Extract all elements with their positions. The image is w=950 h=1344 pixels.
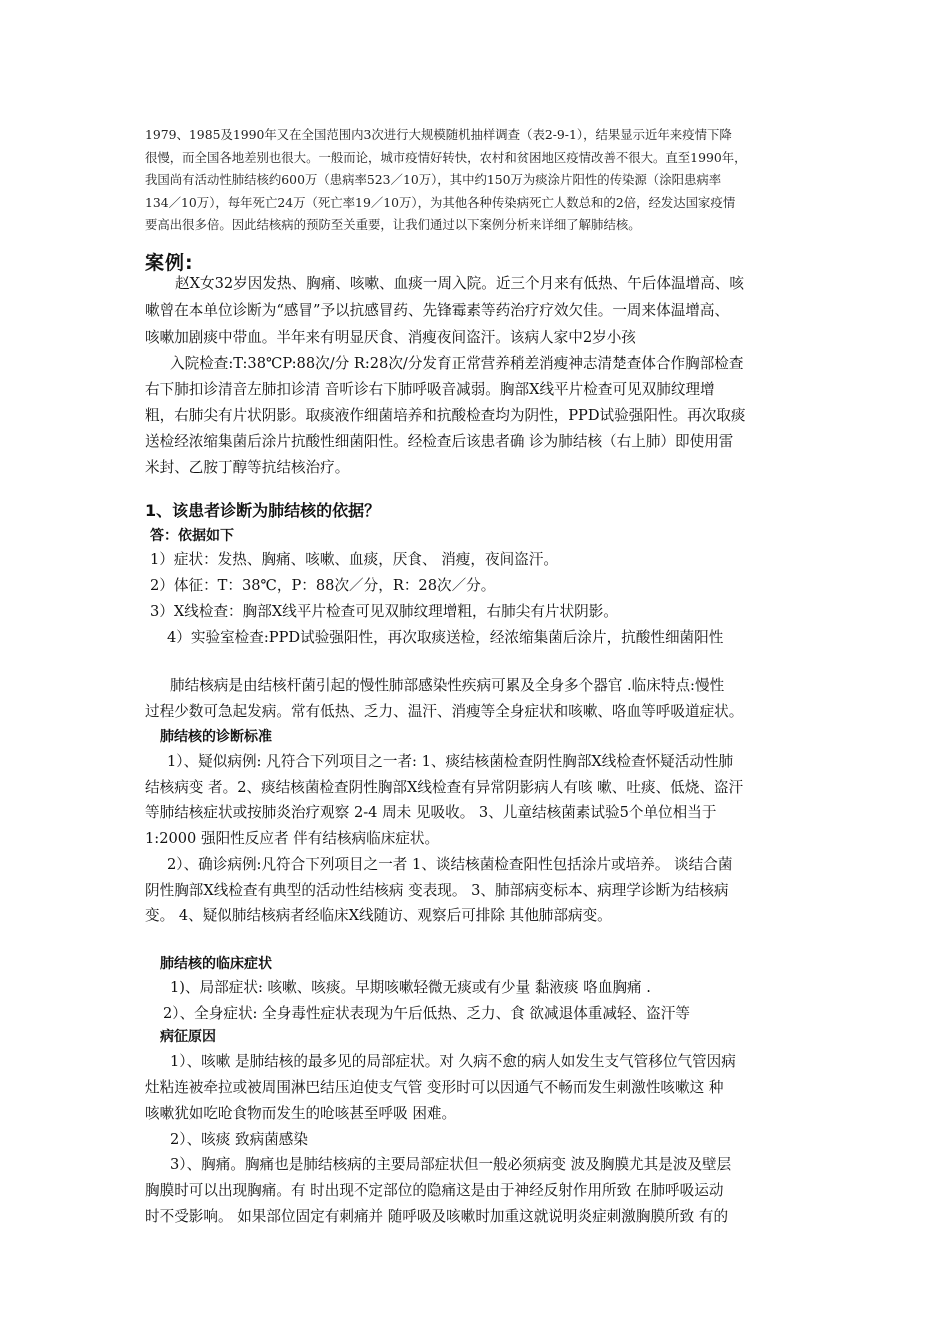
text-line: 过程少数可急起发病。常有低热、乏力、温汗、消瘦等全身症状和咳嗽、咯血等呼吸道症状。	[145, 703, 744, 720]
text-line: 肺结核病是由结核杆菌引起的慢性肺部感染性疾病可累及全身多个器官 .临床特点:慢性	[170, 677, 725, 694]
text-line: 嗽曾在本单位诊断为“感冒”予以抗感冒药、先锋霉素等药治疗疗效欠佳。一周来体温增高、	[145, 302, 730, 319]
text-line: 米封、乙胺丁醇等抗结核治疗。	[145, 459, 350, 476]
intro-line: 1979、1985及1990年又在全国范围内3次进行大规模随机抽样调查（表2-9-1），结果显示近年来疫情下降	[145, 127, 732, 142]
intro-line: 我国尚有活动性肺结核约600万（患病率523／10万），其中约150万为痰涂片阳性的传染源（涂阳患病率	[145, 172, 722, 188]
text-line: 1）、疑似病例: 凡符合下列项目之一者: 1、痰结核菌检查阴性胸部X线检查怀疑活动性肺	[167, 753, 734, 770]
list-item: 2）体征：T：38℃，P：88次／分，R：28次／分。	[150, 577, 496, 594]
text-line: 2）、咳痰 致病菌感染	[170, 1131, 308, 1148]
text-line: 2）、全身症状: 全身毒性症状表现为午后低热、乏力、食 欲减退体重减轻、盗汗等	[163, 1005, 690, 1022]
intro-line: 很慢，而全国各地差别也很大。一般而论，城市疫情好转快，农村和贫困地区疫情改善不很大。直至1990年，	[145, 149, 747, 165]
section-heading: 肺结核的诊断标准	[160, 729, 272, 745]
text-line: 结核病变 者。2、痰结核菌检查阴性胸部X线检查有异常阴影病人有咳 嗽、吐痰、低烧、盗汗	[145, 779, 744, 796]
text-line: 赵X女32岁因发热、胸痛、咳嗽、血痰一周入院。近三个月来有低热、午后体温增高、咳	[175, 275, 744, 292]
section-heading: 肺结核的临床症状	[160, 956, 272, 972]
text-line: 阴性胸部X线检查有典型的活动性结核病 变表现。 3、肺部病变标本、病理学诊断为结核病	[145, 882, 729, 899]
list-item: 4）实验室检查:PPD试验强阳性，再次取痰送检，经浓缩集菌后涂片，抗酸性细菌阳性	[167, 629, 724, 646]
case-heading: 案例:	[145, 252, 194, 274]
section-heading: 病征原因	[160, 1029, 216, 1045]
text-line: 咳嗽犹如吃呛食物而发生的呛咳甚至呼吸 困难。	[145, 1105, 457, 1122]
text-line: 入院检查:T:38℃P:88次/分 R:28次/分发育正常营养稍差消瘦神志清楚查体合作胸部检查	[170, 355, 744, 372]
text-line: 灶粘连被牵拉或被周围淋巴结压迫使支气管 变形时可以因通气不畅而发生刺激性咳嗽这 种	[145, 1079, 724, 1096]
text-line: 3）、胸痛。胸痛也是肺结核病的主要局部症状但一般必须病变 波及胸膜尤其是波及壁层	[170, 1156, 732, 1173]
question-heading: 1、该患者诊断为肺结核的依据？	[145, 501, 381, 520]
text-line: 送检经浓缩集菌后涂片抗酸性细菌阳性。经检查后该患者确 诊为肺结核（右上肺）即使用雷	[145, 433, 734, 450]
text-line: 粗，右肺尖有片状阴影。取痰液作细菌培养和抗酸检查均为阴性，PPD试验强阳性。再次取痰	[145, 407, 746, 424]
text-line: 变。 4、疑似肺结核病者经临床X线随访、观察后可排除 其他肺部病变。	[145, 907, 612, 924]
list-item: 3）X线检查：胸部X线平片检查可见双肺纹理增粗，右肺尖有片状阴影。	[150, 603, 618, 620]
list-item: 1）症状：发热、胸痛、咳嗽、血痰，厌食、 消瘦，夜间盗汗。	[150, 551, 558, 568]
text-line: 2）、确诊病例:凡符合下列项目之一者 1、谈结核菌检查阳性包括涂片或培养。 谈结合菌	[167, 856, 733, 873]
text-line: 1:2000 强阳性反应者 伴有结核病临床症状。	[145, 830, 440, 847]
text-line: 咳嗽加剧痰中带血。半年来有明显厌食、消瘦夜间盗汗。该病人家中2岁小孩	[145, 329, 636, 346]
answer-heading: 答：依据如下	[150, 528, 234, 544]
text-line: 右下肺扣诊清音左肺扣诊清 音听诊右下肺呼吸音减弱。胸部X线平片检查可见双肺纹理增	[145, 381, 715, 398]
text-line: 时不受影响。 如果部位固定有刺痛并 随呼吸及咳嗽时加重这就说明炎症刺激胸膜所致 有的	[145, 1208, 729, 1225]
intro-line: 134／10万），每年死亡24万（死亡率19／10万），为其他各种传染病死亡人数总和的2倍，经发达国家疫情	[145, 194, 736, 210]
intro-paragraph	[145, 124, 815, 237]
text-line: 等肺结核症状或按肺炎治疗观察 2-4 周未 见吸收。 3、儿童结核菌素试验5个单位相当于	[145, 804, 717, 821]
text-line: 1）、咳嗽 是肺结核的最多见的局部症状。对 久病不愈的病人如发生支气管移位气管因病	[170, 1053, 736, 1070]
intro-line: 要高出很多倍。因此结核病的预防至关重要，让我们通过以下案例分析来详细了解肺结核。	[145, 217, 641, 233]
text-line: 1)、局部症状: 咳嗽、咳痰。早期咳嗽轻微无痰或有少量 黏液痰 咯血胸痛 .	[170, 979, 651, 996]
text-line: 胸膜时可以出现胸痛。有 时出现不定部位的隐痛这是由于神经反射作用所致 在肺呼吸运动	[145, 1182, 724, 1199]
